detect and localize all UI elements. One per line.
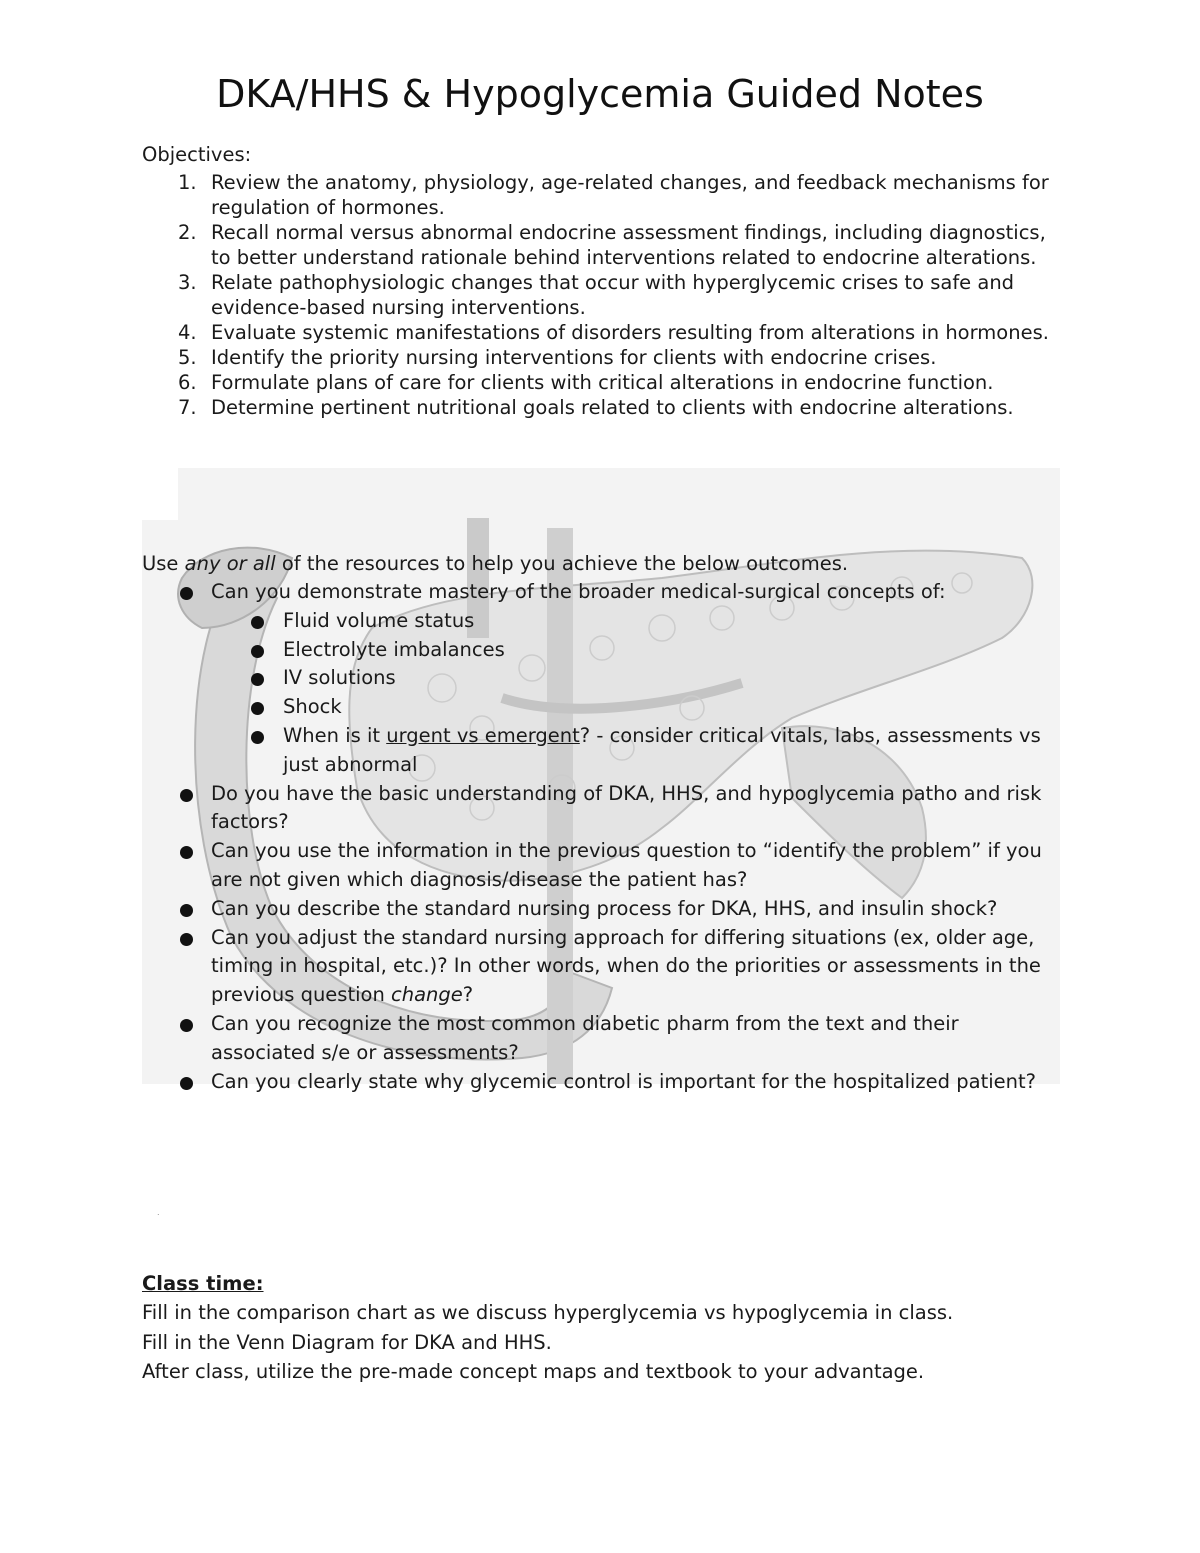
objective-number: 7.: [178, 396, 197, 419]
outcome-subitem-text: Shock: [283, 695, 342, 719]
outcome-text-end: ?: [462, 983, 474, 1007]
bullet-icon: [251, 731, 264, 744]
bullet-icon: [180, 933, 193, 946]
bullet-icon: [251, 702, 264, 715]
objective-item: [142, 370, 1062, 395]
objective-text: Evaluate systemic manifestations of disorders resulting from alterations in hormones.: [211, 321, 1049, 344]
outcome-item: [142, 578, 1062, 607]
page-title: DKA/HHS & Hypoglycemia Guided Notes: [216, 72, 984, 116]
objective-text: Formulate plans of care for clients with critical alterations in endocrine function.: [211, 371, 994, 394]
bullet-icon: [251, 616, 264, 629]
objective-number: 2.: [178, 221, 197, 244]
outcome-subitem: [142, 664, 1062, 693]
outcome-text: Can you demonstrate mastery of the broader medical-surgical concepts of:: [211, 580, 946, 603]
bullet-icon: [180, 904, 193, 917]
objective-item: [142, 395, 1062, 420]
outcome-subitem-text: Fluid volume status: [283, 608, 475, 632]
resources-emphasis: any or all: [184, 552, 276, 575]
objective-number: 5.: [178, 346, 197, 369]
bullet-icon: [251, 645, 264, 658]
class-time-line: Fill in the comparison chart as we discuss hyperglycemia vs hypoglycemia in class.: [142, 1301, 954, 1324]
outcome-subitem: [142, 722, 1062, 780]
urgency-text-start: When is it: [283, 723, 387, 747]
resources-instruction: [142, 550, 848, 578]
bullet-icon: [180, 789, 193, 802]
urgency-underlined: urgent vs emergent: [386, 723, 580, 747]
objective-number: 6.: [178, 371, 197, 394]
outcome-text-start: Can you adjust the standard nursing approach for differing situations (ex, older age, timing in hospital, etc.)? In other words, when do the priorities or assessments in the previous question: [211, 925, 1041, 1007]
objectives-label: Objectives:: [142, 143, 252, 166]
objective-text: Recall normal versus abnormal endocrine assessment findings, including diagnostics, to better understand rationale behind interventions related to endocrine alterations.: [211, 221, 1046, 269]
class-time-instructions: [142, 1298, 1092, 1387]
objective-item: [142, 170, 1062, 220]
objective-text: Review the anatomy, physiology, age-related changes, and feedback mechanisms for regulation of hormones.: [211, 171, 1049, 219]
objective-text: Relate pathophysiologic changes that occur with hyperglycemic crises to safe and evidence-based nursing interventions.: [211, 271, 1015, 319]
outcome-text: Do you have the basic understanding of DKA, HHS, and hypoglycemia patho and risk factors?: [211, 781, 1042, 834]
objective-number: 4.: [178, 321, 197, 344]
bullet-icon: [180, 846, 193, 859]
objective-item: [142, 345, 1062, 370]
outcome-item: [142, 1068, 1062, 1097]
outcome-subitem: [142, 636, 1062, 665]
bullet-icon: [251, 673, 264, 686]
class-time-line: Fill in the Venn Diagram for DKA and HHS.: [142, 1330, 552, 1354]
class-time-heading: Class time:: [142, 1272, 264, 1295]
objectives-list: [142, 170, 1062, 420]
outcomes-list: [142, 578, 1062, 1096]
resources-text-start: Use: [142, 552, 185, 575]
outcome-text: Can you clearly state why glycemic control is important for the hospitalized patient?: [211, 1069, 1036, 1093]
outcome-item: [142, 780, 1062, 838]
outcome-subitem: [142, 693, 1062, 722]
objective-text: Identify the priority nursing interventions for clients with endocrine crises.: [211, 346, 937, 369]
outcome-emphasis: change: [391, 983, 463, 1007]
outcome-item: [142, 1010, 1062, 1068]
bullet-icon: [180, 1077, 193, 1090]
objective-text: Determine pertinent nutritional goals related to clients with endocrine alterations.: [211, 396, 1014, 419]
outcome-text: Can you describe the standard nursing process for DKA, HHS, and insulin shock?: [211, 896, 998, 920]
objective-item: [142, 220, 1062, 270]
resources-text-end: of the resources to help you achieve the below outcomes.: [275, 552, 849, 575]
outcome-text: Can you use the information in the previous question to “identify the problem” if you are not given which diagnosis/disease the patient has?: [211, 839, 1042, 891]
outcome-subitem: [142, 607, 1062, 636]
bullet-icon: [180, 1019, 193, 1032]
objective-item: [142, 270, 1062, 320]
class-time-line: After class, utilize the pre-made concept maps and textbook to your advantage.: [142, 1360, 925, 1383]
objective-number: 3.: [178, 271, 197, 294]
objective-number: 1.: [178, 171, 197, 194]
bullet-icon: [180, 587, 193, 600]
outcome-item: [142, 837, 1062, 895]
objective-item: [142, 320, 1062, 345]
outcome-subitem-text: IV solutions: [283, 666, 396, 690]
outcome-item: [142, 895, 1062, 924]
outcome-text: Can you recognize the most common diabetic pharm from the text and their associated s/e or assessments?: [211, 1011, 959, 1064]
urgency-text-end: ? - consider critical vitals, labs, assessments vs just abnormal: [283, 723, 1041, 776]
stray-mark: .: [157, 1208, 160, 1217]
outcome-subitem-text: Electrolyte imbalances: [283, 637, 505, 661]
outcome-item: [142, 924, 1062, 1010]
